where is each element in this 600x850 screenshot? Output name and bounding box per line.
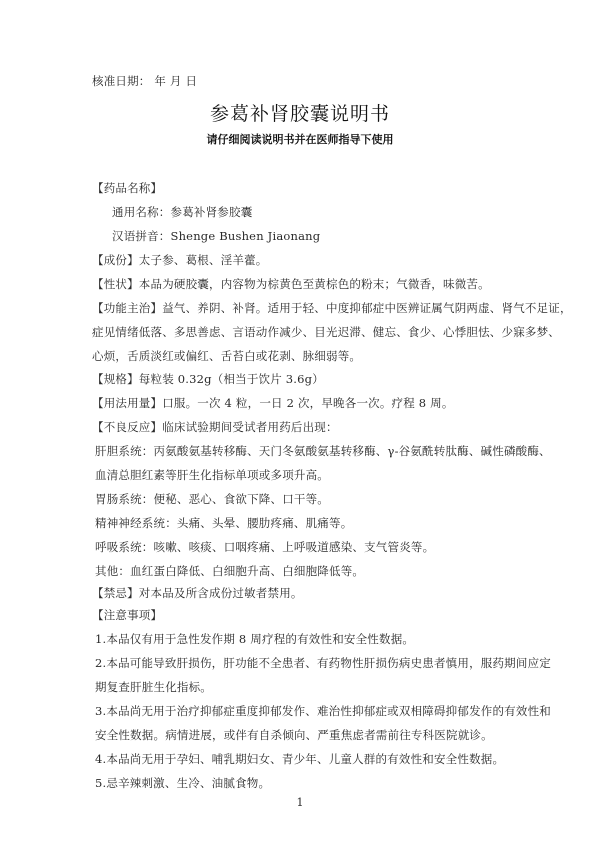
page-number: 1 bbox=[296, 796, 304, 809]
adverse-reaction-item: 呼吸系统：咳嗽、咳痰、口咽疼痛、上呼吸道感染、支气管炎等。 bbox=[95, 540, 435, 554]
pinyin-name: 汉语拼音：Shenge Bushen Jiaonang bbox=[112, 229, 321, 243]
indications-line: 心烦，舌质淡红或偏红、舌苔白或花剥、脉细弱等。 bbox=[92, 349, 362, 363]
adverse-reaction-item: 胃肠系统：便秘、恶心、食欲下降、口干等。 bbox=[95, 492, 329, 506]
precaution-item: 4.本品尚无用于孕妇、哺乳期妇女、青少年、儿童人群的有效性和安全性数据。 bbox=[95, 752, 505, 766]
approval-date: 核准日期： 年 月 日 bbox=[92, 74, 198, 88]
precaution-item: 5.忌辛辣刺激、生冷、油腻食物。 bbox=[95, 776, 271, 790]
precaution-item: 1.本品仅有用于急性发作期 8 周疗程的有效性和安全性数据。 bbox=[95, 632, 415, 646]
adverse-reaction-item: 精神神经系统：头痛、头晕、腰肋疼痛、肌痛等。 bbox=[95, 516, 353, 530]
specification: 【规格】每粒装 0.32g（相当于饮片 3.6g） bbox=[92, 372, 324, 386]
adverse-reaction-item: 血清总胆红素等肝生化指标单项或多项升高。 bbox=[95, 468, 329, 482]
document-title: 参葛补肾胶囊说明书 bbox=[209, 103, 390, 125]
precaution-item: 2.本品可能导致肝损伤，肝功能不全患者、有药物性肝损伤病史患者慎用，服药期间应定 bbox=[95, 656, 551, 670]
description: 【性状】本品为硬胶囊，内容物为棕黄色至黄棕色的粉末；气微香，味微苦。 bbox=[92, 277, 490, 291]
adverse-reaction-item: 肝胆系统：丙氨酸氨基转移酶、天门冬氨酸氨基转移酶、γ-谷氨酰转肽酶、碱性磷酸酶、 bbox=[95, 444, 551, 458]
dosage: 【用法用量】口服。一次 4 粒，一日 2 次，早晚各一次。疗程 8 周。 bbox=[92, 396, 454, 410]
generic-name: 通用名称：参葛补肾参胶囊 bbox=[112, 205, 253, 219]
document-subtitle: 请仔细阅读说明书并在医师指导下使用 bbox=[206, 133, 394, 146]
adverse-reaction-item: 其他：血红蛋白降低、白细胞升高、白细胞降低等。 bbox=[95, 564, 365, 578]
indications-line: 【功能主治】益气、养阴、补肾。适用于轻、中度抑郁症中医辨证属气阴两虚、肾气不足证， bbox=[92, 301, 572, 315]
precaution-item: 3.本品尚无用于治疗抑郁症重度抑郁发作、难治性抑郁症或双相障碍抑郁发作的有效性和 bbox=[95, 704, 551, 718]
adverse-reactions-heading: 【不良反应】临床试验期间受试者用药后出现： bbox=[92, 420, 338, 434]
drug-name-heading: 【药品名称】 bbox=[92, 181, 163, 195]
precautions-heading: 【注意事项】 bbox=[92, 608, 163, 622]
contraindications: 【禁忌】对本品及所含成份过敏者禁用。 bbox=[92, 586, 303, 600]
precaution-item: 期复查肝脏生化指标。 bbox=[95, 680, 212, 694]
ingredients: 【成份】太子参、葛根、淫羊藿。 bbox=[92, 253, 268, 267]
precaution-item: 安全性数据。病情进展，或伴有自杀倾向、严重焦虑者需前往专科医院就诊。 bbox=[95, 728, 493, 742]
indications-line: 症见情绪低落、多思善虑、言语动作减少、目光迟滞、健忘、食少、心悸胆怯、少寐多梦、 bbox=[92, 325, 560, 339]
